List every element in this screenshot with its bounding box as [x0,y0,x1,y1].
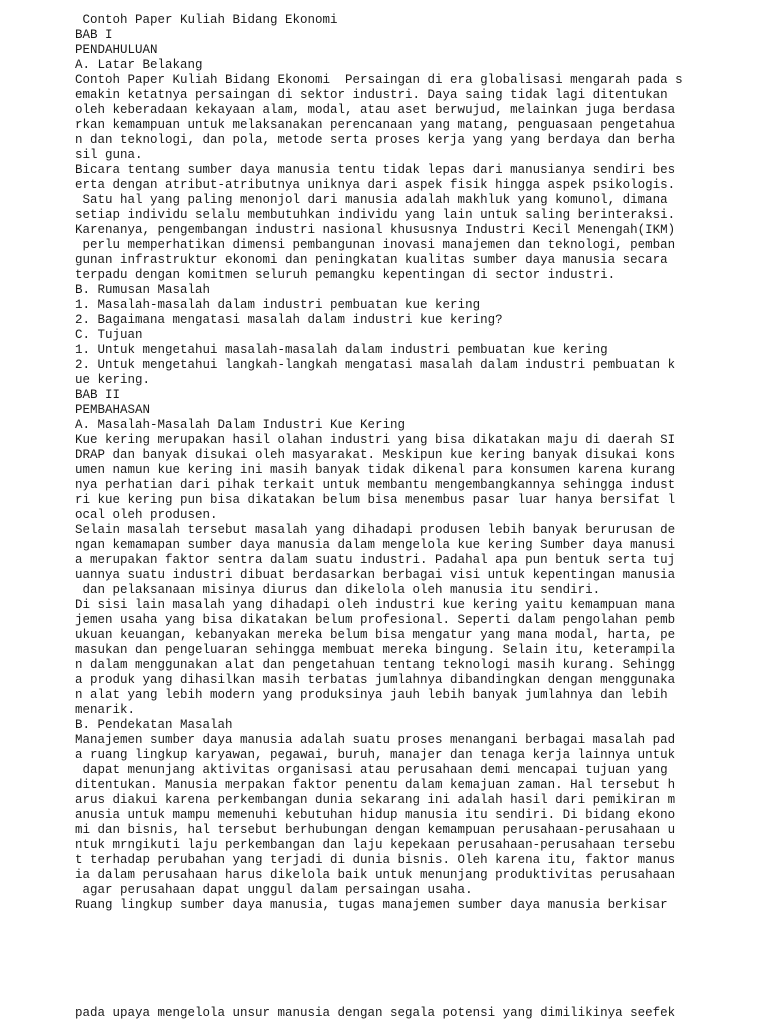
text-line: masukan dan pengeluaran sehingga membuat mereka bingung. Selain itu, keterampila [75,643,676,657]
text-line: a merupakan faktor sentra dalam suatu industri. Padahal apa pun bentuk serta tuj [75,553,676,567]
text-line: ntuk mrngikuti laju perkembangan dan laju kepekaan perusahaan-perusahaan tersebu [75,838,676,852]
text-line: terpadu dengan komitmen seluruh pemangku kepentingan di sector industri. [75,268,616,282]
text-line: B. Pendekatan Masalah [75,718,233,732]
text-line: 2. Bagaimana mengatasi masalah dalam industri kue kering? [75,313,503,327]
text-line: ukuan keuangan, kebanyakan mereka belum bisa mengatur yang mana modal, harta, pe [75,628,676,642]
text-line: mi dan bisnis, hal tersebut berhubungan dengan kemampuan perusahaan-perusahaan u [75,823,676,837]
text-line: umen namun kue kering ini masih banyak tidak dikenal para konsumen karena kurang [75,463,676,477]
text-line: a ruang lingkup karyawan, pegawai, buruh, manajer dan tenaga kerja lainnya untuk [75,748,676,762]
text-line: uannya suatu industri dibuat berdasarkan berbagai visi untuk kepentingan manusia [75,568,676,582]
text-line: agar perusahaan dapat unggul dalam persaingan usaha. [75,883,473,897]
text-line: n dalam menggunakan alat dan pengetahuan tentang teknologi masih kurang. Sehingg [75,658,676,672]
text-line: A. Latar Belakang [75,58,203,72]
text-line: 1. Masalah-masalah dalam industri pembuatan kue kering [75,298,481,312]
text-line: C. Tujuan [75,328,143,342]
text-line: PEMBAHASAN [75,403,151,417]
text-line: nya perhatian dari pihak terkait untuk membantu mengembangkannya sehingga indust [75,478,676,492]
text-line: 1. Untuk mengetahui masalah-masalah dalam industri pembuatan kue kering [75,343,608,357]
text-line: PENDAHULUAN [75,43,158,57]
text-line: ia dalam perusahaan harus dikelola baik untuk menunjang produktivitas perusahaan [75,868,676,882]
text-line: BAB II [75,388,121,402]
text-line: perlu memperhatikan dimensi pembangunan inovasi manajemen dan teknologi, pemban [75,238,676,252]
text-line: Manajemen sumber daya manusia adalah suatu proses menangani berbagai masalah pad [75,733,676,747]
text-line: BAB I [75,28,113,42]
text-line: DRAP dan banyak disukai oleh masyarakat. Meskipun kue kering banyak disukai kons [75,448,676,462]
text-line: Karenanya, pengembangan industri nasional khususnya Industri Kecil Menengah(IKM) [75,223,676,237]
text-line: dan pelaksanaan misinya diurus dan dikelola oleh manusia itu sendiri. [75,583,601,597]
text-line: Ruang lingkup sumber daya manusia, tugas manajemen sumber daya manusia berkisar [75,898,668,912]
text-line: oleh keberadaan kekayaan alam, modal, atau aset berwujud, melainkan juga berdasa [75,103,676,117]
text-line: ngan kemamapan sumber daya manusia dalam mengelola kue kering Sumber daya manusi [75,538,676,552]
text-line: arus diakui karena perkembangan dunia sekarang ini adalah hasil dari pemikiran m [75,793,676,807]
text-line: anusia untuk mampu memenuhi kebutuhan hidup manusia itu sendiri. Di bidang ekono [75,808,676,822]
text-line: dapat menunjang aktivitas organisasi atau perusahaan demi mencapai tujuan yang [75,763,668,777]
text-line: erta dengan atribut-atributnya uniknya dari aspek fisik hingga aspek psikologis. [75,178,676,192]
text-line: gunan infrastruktur ekonomi dan peningkatan kualitas sumber daya manusia secara [75,253,668,267]
document-bottom-line: pada upaya mengelola unsur manusia dengan segala potensi yang dimilikinya seefek [75,1006,676,1020]
text-line: ri kue kering pun bisa dikatakan belum bisa menembus pasar luar hanya bersifat l [75,493,676,507]
text-line: menarik. [75,703,136,717]
text-line: Satu hal yang paling menonjol dari manusia adalah makhluk yang komunol, dimana [75,193,668,207]
text-line: B. Rumusan Masalah [75,283,211,297]
text-line: Selain masalah tersebut masalah yang dihadapi produsen lebih banyak berurusan de [75,523,676,537]
text-line: sil guna. [75,148,143,162]
text-line: Contoh Paper Kuliah Bidang Ekonomi Persaingan di era globalisasi mengarah pada s [75,73,683,87]
text-line: ue kering. [75,373,151,387]
text-line: Di sisi lain masalah yang dihadapi oleh industri kue kering yaitu kemampuan mana [75,598,676,612]
text-line: A. Masalah-Masalah Dalam Industri Kue Kering [75,418,406,432]
text-line: emakin ketatnya persaingan di sektor industri. Daya saing tidak lagi ditentukan [75,88,668,102]
text-line: Contoh Paper Kuliah Bidang Ekonomi [75,13,338,27]
text-line: 2. Untuk mengetahui langkah-langkah mengatasi masalah dalam industri pembuatan k [75,358,676,372]
text-line: rkan kemampuan untuk melaksanakan perencanaan yang matang, penguasaan pengetahua [75,118,676,132]
text-line: n alat yang lebih modern yang produksinya jauh lebih banyak jumlahnya dan lebih [75,688,668,702]
text-line: a produk yang dihasilkan masih terbatas jumlahnya dibandingkan dengan menggunaka [75,673,676,687]
text-line: setiap individu selalu membutuhkan individu yang lain untuk saling berinteraksi. [75,208,676,222]
text-line: Bicara tentang sumber daya manusia tentu tidak lepas dari manusianya sendiri bes [75,163,676,177]
text-line: jemen usaha yang bisa dikatakan belum profesional. Seperti dalam pengolahan pemb [75,613,676,627]
text-line: Kue kering merupakan hasil olahan industri yang bisa dikatakan maju di daerah SI [75,433,676,447]
text-line: t terhadap perubahan yang terjadi di dunia bisnis. Oleh karena itu, faktor manus [75,853,676,867]
text-line: ocal oleh produsen. [75,508,218,522]
text-line: ditentukan. Manusia merpakan faktor penentu dalam kemajuan zaman. Hal tersebut h [75,778,676,792]
text-line: n dan teknologi, dan pola, metode serta proses kerja yang yang berdaya dan berha [75,133,676,147]
document-body [75,13,695,913]
